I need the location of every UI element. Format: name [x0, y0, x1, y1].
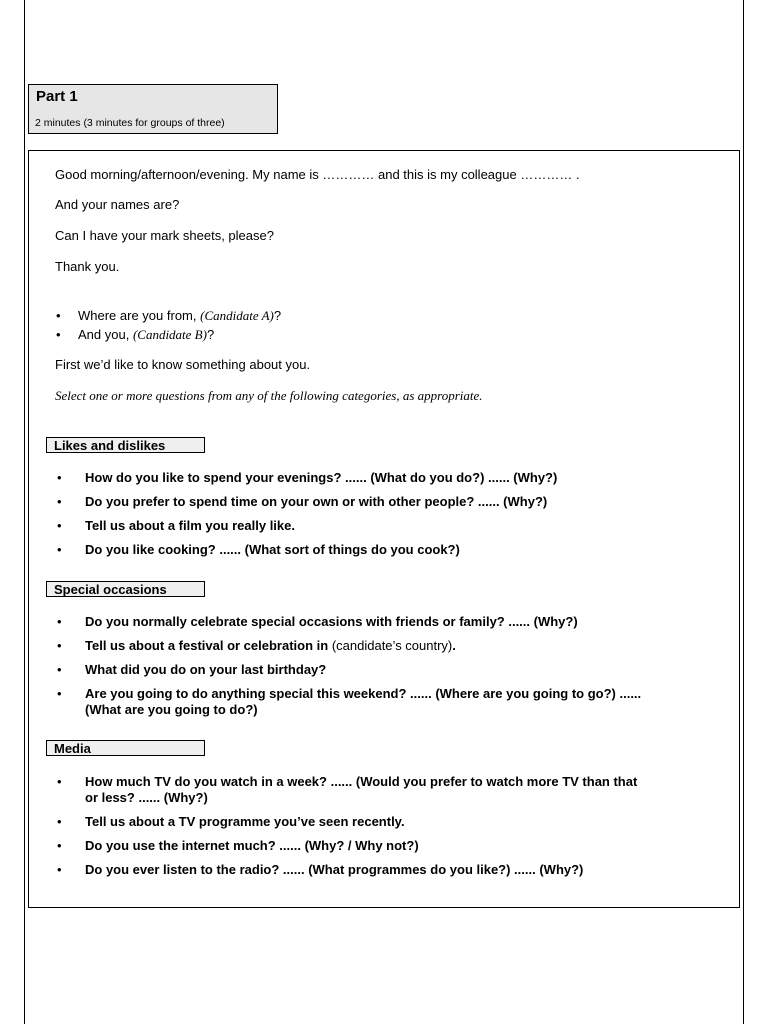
category-box: [46, 581, 205, 597]
part-timing: 2 minutes (3 minutes for groups of three): [35, 117, 225, 129]
question-text: Do you use the internet much? ...... (Why? / Why not?): [85, 838, 419, 853]
question-text: What did you do on your last birthday?: [85, 662, 327, 677]
page-edge-right: [743, 0, 744, 1024]
question-text: Do you ever listen to the radio? ...... (What programmes do you like?) ...... (Why?): [85, 862, 584, 877]
candidate-a: (Candidate A): [200, 308, 274, 323]
question-bullet: •: [57, 686, 62, 701]
intro-names: And your names are?: [55, 197, 180, 212]
question-bullet: •: [57, 542, 62, 557]
category-label: Special occasions: [54, 582, 167, 597]
intro-greeting: Good morning/afternoon/evening. My name is ………… and this is my colleague ………… .: [55, 167, 580, 182]
where-from-lead: Where are you from,: [78, 308, 201, 323]
intro-where-from: [78, 308, 281, 324]
intro-instruction: Select one or more questions from any of the following categories, as appropriate.: [55, 388, 483, 403]
question-text-continued: (What are you going to do?): [85, 702, 258, 717]
and-you-lead: And you,: [78, 327, 133, 342]
question-bullet: •: [57, 494, 62, 509]
question-bullet: •: [57, 470, 62, 485]
intro-mark-sheets: Can I have your mark sheets, please?: [55, 228, 274, 243]
intro-thanks: Thank you.: [55, 259, 120, 274]
where-from-tail: ?: [273, 308, 282, 323]
question-bullet: •: [57, 814, 62, 829]
intro-and-you: [78, 327, 214, 343]
category-box: [46, 740, 205, 756]
bullet-where-from: •: [56, 308, 61, 323]
question-text-continued: or less? ...... (Why?): [85, 790, 208, 805]
page-edge-left: [24, 0, 25, 1024]
intro-know-you: First we’d like to know something about you.: [55, 357, 311, 372]
question-bullet: •: [57, 614, 62, 629]
and-you-tail: ?: [206, 327, 215, 342]
category-label: Likes and dislikes: [54, 438, 166, 453]
question-bullet: •: [57, 838, 62, 853]
question-bullet: •: [57, 662, 62, 677]
part-header-box: [28, 84, 278, 134]
bullet-and-you: •: [56, 327, 61, 342]
question-bullet: •: [57, 862, 62, 877]
question-text: How much TV do you watch in a week? ...... (Would you prefer to watch more TV than that: [85, 774, 638, 789]
question-text: Tell us about a film you really like.: [85, 518, 295, 533]
candidate-b: (Candidate B): [132, 327, 207, 342]
category-box: [46, 437, 205, 453]
question-bullet: •: [57, 774, 62, 789]
question-bullet: •: [57, 518, 62, 533]
question-text: Tell us about a festival or celebration in (candidate’s country).: [85, 638, 456, 653]
category-label: Media: [54, 741, 91, 756]
part-title: Part 1: [36, 88, 78, 105]
question-text: Are you going to do anything special this weekend? ...... (Where are you going to go?) ......: [85, 686, 642, 701]
question-bullet: •: [57, 638, 62, 653]
question-text: Tell us about a TV programme you’ve seen recently.: [85, 814, 405, 829]
question-text: How do you like to spend your evenings? ...... (What do you do?) ...... (Why?): [85, 470, 558, 485]
question-text: Do you like cooking? ...... (What sort of things do you cook?): [85, 542, 460, 557]
question-text: Do you prefer to spend time on your own or with other people? ...... (Why?): [85, 494, 548, 509]
question-text: Do you normally celebrate special occasions with friends or family? ...... (Why?): [85, 614, 578, 629]
